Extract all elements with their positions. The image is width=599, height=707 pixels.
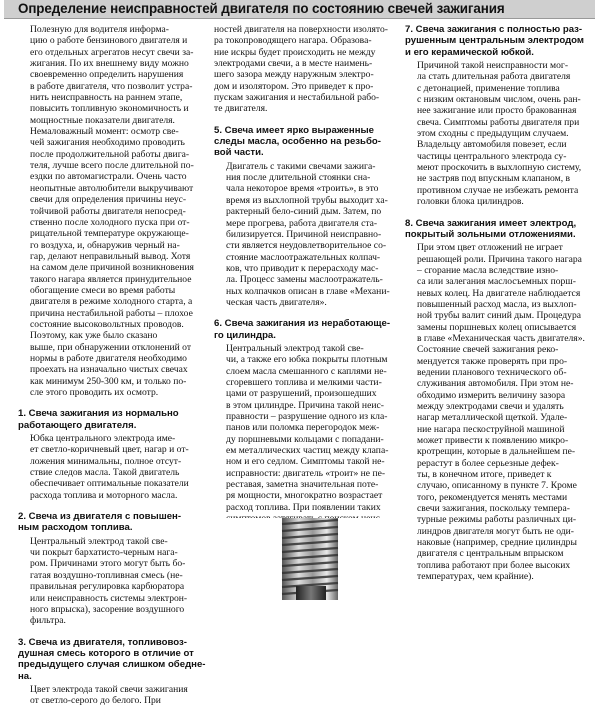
text-line: ного впрыска), засорение воздушного (30, 603, 185, 615)
text-line: в этом цилиндре. Причина такой неис- (226, 399, 384, 411)
text-line: чи покрыт бархатисто-черным нага- (30, 547, 178, 559)
section-heading (214, 125, 396, 159)
text-line: ственно после холодного пуска при от- (30, 216, 190, 228)
text-line: гар, делают неправильный вывод. Хотя (30, 250, 191, 262)
text-line: этом сходны с предыдущим случаем. (417, 128, 569, 140)
text-line: расхода топлива и моторного масла. (30, 489, 178, 501)
text-line: температурах, чем крайние). (417, 571, 534, 583)
text-line: чей зажигания необходимо проводить (30, 137, 185, 149)
text-line: обходимо измерить величину зазора (417, 389, 566, 401)
text-line: При этом цвет отложений не играет (417, 242, 563, 254)
text-line: жигания. По их внешнему виду можно (30, 58, 189, 70)
text-line: ние искры будет происходить не между (214, 46, 376, 58)
text-line: ным расходом топлива. (18, 522, 133, 534)
text-line: ром. Причинами этого могут быть бо- (30, 558, 186, 570)
text-line: исправности: двигатель «троит» не пе- (226, 467, 386, 479)
text-line: двигателя в режиме холодного старта, а (30, 296, 193, 308)
section-heading (405, 24, 589, 58)
text-line: расход топлива. При появлении таких (226, 501, 381, 513)
text-line: Двигатель с такими свечами зажига- (226, 160, 376, 172)
column-2 (214, 24, 396, 593)
text-line: ложения минимальны, полное отсут- (30, 455, 182, 467)
text-line: обеспечивает оптимальные показатели (30, 478, 189, 490)
text-line: 8. Свеча зажигания имеет электрод, (405, 217, 577, 229)
text-line: с низким октановым числом, очень ран- (417, 94, 581, 106)
text-line: работающего двигателя. (18, 419, 137, 431)
text-line: Центральный электрод такой све- (226, 342, 364, 354)
text-line: случаю, описанному в пункте 7. Кроме (417, 480, 577, 492)
text-line: 5. Свеча имеет ярко выраженные (214, 124, 375, 136)
text-line: панов или поломка перегородок меж- (226, 422, 380, 434)
text-line: правности – разрушение одного из кла- (226, 411, 388, 422)
text-line: турные режимы работы различных ци- (417, 514, 577, 526)
text-line: невых колец. На двигателе наблюдается (417, 287, 581, 299)
text-line: ностей двигателя на поверхности изолято- (214, 24, 388, 35)
text-line: того, рекомендуется менять местами (417, 491, 568, 503)
paragraph (18, 24, 202, 126)
text-line: и его керамической юбкой. (405, 46, 534, 58)
paragraph (405, 242, 589, 344)
text-line: 1. Свеча зажигания из нормально (18, 408, 179, 420)
text-line: те двигателя. (214, 103, 268, 115)
text-line: Состояние свечей зажигания реко- (417, 344, 559, 356)
text-line: служивания автомобиля. При этом не- (417, 378, 574, 390)
text-line: сти является неудовлетворительное со- (226, 240, 387, 252)
text-line: Цвет электрода такой свечи зажигания (30, 683, 188, 695)
text-line: 6. Свеча зажигания из неработающе- (214, 318, 391, 330)
text-line: теля, лучше всего после длительной по- (30, 160, 194, 172)
text-line: ческая часть двигателя». (226, 296, 327, 308)
paragraph (18, 433, 202, 501)
text-line: его отдельных агрегатов несут свечи за- (30, 46, 194, 58)
text-line: решающей роли. Причина такого нагара (417, 253, 582, 265)
text-line: Полезную для водителя информа- (30, 24, 169, 35)
text-line: как минимум 250-300 км, и только по- (30, 375, 187, 387)
text-line: частицы центрального электрода су- (417, 150, 567, 162)
text-line: рушенным центральным электродом (405, 35, 584, 47)
text-line: Центральный электрод такой све- (30, 535, 168, 547)
text-line: электродами свечи, а в месте наимень- (214, 58, 373, 70)
text-line: в главе «Механическая часть двигателя». (417, 332, 585, 344)
text-line: Немаловажный момент: осмотр све- (30, 126, 179, 138)
paragraph (18, 330, 202, 398)
paragraph (405, 60, 589, 207)
text-line: ных колпачков описан в главе «Механи- (226, 285, 390, 297)
text-line: противном случае не избежать ремонта (417, 184, 579, 196)
text-line: от светло-серого до белого. При (30, 695, 161, 707)
text-line: своевременно определить нарушения (30, 69, 184, 81)
text-line: чи, а также его юбка покрыты плотным (226, 354, 388, 366)
text-line: может привести к появлению микро- (417, 435, 569, 447)
text-line: предыдущего случая слишком обедне- (18, 659, 206, 671)
text-line: рицательной температуре окружающе- (30, 228, 189, 240)
text-line: Владельцу автомобиля повезет, если (417, 139, 567, 151)
text-line: – сгорание масла вследствие изно- (417, 264, 559, 276)
text-line: ла стать длительная работа двигателя (417, 71, 571, 83)
text-line: 7. Свеча зажигания с полностью раз- (405, 24, 583, 35)
text-line: ния после длительной стоянки сна- (226, 172, 371, 184)
text-line: после продолжительной работы двига- (30, 148, 190, 160)
text-line: рактерный бело-синий дым. Затем, по (226, 206, 382, 218)
text-line: ствие следов масла. Такой двигатель (30, 467, 180, 479)
text-line: обогащение смеси во время работы (30, 284, 176, 296)
text-line: Поэтому, как уже было сказано (30, 330, 158, 342)
text-line: неопытные автолюбители выкручивают (30, 182, 194, 194)
paragraph (18, 684, 202, 707)
text-line: такого нагара является принудительное (30, 273, 192, 285)
text-line: душная смесь которого в отличие от (18, 647, 194, 659)
text-line: ном и его седлом. Симптомы такой не- (226, 456, 385, 468)
text-line: кротрещин, которые в дальнейшем пе- (417, 446, 576, 458)
text-line: правильная регулировка карбюратора (30, 581, 185, 593)
page-title: Определение неисправностей двигателя по состоянию свечей зажигания (18, 1, 505, 16)
text-line: повысить топливную экономичность и (30, 103, 189, 115)
text-line: ря мощности, многократно возрастает (226, 490, 383, 502)
title-bar (4, 0, 595, 19)
text-line: выше, при обнаружении отклонений от (30, 341, 192, 353)
text-line: на самом деле причиной возникновения (30, 262, 194, 274)
text-line: фильтра. (30, 615, 66, 627)
section-heading (18, 511, 202, 534)
paragraph (18, 536, 202, 627)
column-3 (405, 24, 589, 583)
spark-plug-photo (212, 518, 402, 600)
text-line: ла. Процесс замены маслоотражатель- (226, 274, 383, 286)
text-line: не застряв под впускным клапаном, в (417, 173, 571, 185)
text-line: ты, в конечном итоге, приведет к (417, 469, 552, 481)
text-line: ет светло-коричневый цвет, нагар и от- (30, 444, 189, 456)
text-line: цами от разрушений, произошедших (226, 388, 377, 400)
text-line: са или залегания маслосъемных порш- (417, 276, 576, 288)
text-line: или неисправность системы электрон- (30, 592, 188, 604)
text-line: чала некоторое время «троить», в это (226, 183, 379, 195)
text-line: билизируется. Причиной неисправно- (226, 228, 382, 240)
text-line: нормы в работе двигателя необходимо (30, 352, 187, 364)
text-line: ние нагара пескоструйной машиной (417, 423, 565, 435)
text-line: го воздуха, и, обнаружив черный на- (30, 239, 180, 251)
paragraph (214, 24, 396, 115)
text-line: шего зазора между наружным электро- (214, 69, 374, 81)
text-line: ра токопроводящего нагара. Образова- (214, 35, 372, 47)
text-line: ной трубы валит синий дым. Процедура (417, 310, 582, 322)
text-line: свеча. Симптомы работы двигателя при (417, 116, 580, 128)
text-line: слоем масла смешанного с каплями не- (226, 365, 387, 377)
text-line: мере прогрева, работа двигателя ста- (226, 217, 378, 229)
text-line: двигателя с центральным впрыском (417, 548, 564, 560)
text-line: ем металлических частиц между клапа- (226, 445, 389, 457)
text-line: дом и изолятором. Это приведет к про- (214, 80, 374, 92)
text-line: 3. Свеча из двигателя, топливовоз- (18, 636, 187, 648)
text-line: свечи для определения причины неус- (30, 194, 187, 206)
paragraph (405, 344, 589, 582)
column-1 (18, 24, 206, 707)
text-line: цию о работе бензинового двигателя и (30, 35, 188, 47)
text-line: ездки по автомагистрали. Очень часто (30, 171, 187, 183)
text-line: состояние высоковольтных проводов. (30, 318, 184, 330)
text-line: на. (18, 670, 32, 682)
section-heading (18, 408, 202, 431)
text-line: вой части. (214, 147, 264, 159)
text-line: причина нестабильной работы – плохое (30, 307, 193, 319)
paragraph (214, 161, 396, 308)
text-line: Юбка центрального электрода име- (30, 433, 176, 445)
section-heading (405, 218, 589, 241)
text-line: тойчивой работы двигателя непосред- (30, 205, 186, 217)
text-line: го цилиндра. (214, 329, 276, 341)
spark-plug-illustration (212, 518, 402, 600)
text-line: топлива работают при более высоких (417, 559, 571, 571)
text-line: время из выхлопной трубы выходит ха- (226, 194, 388, 206)
text-line: 2. Свеча из двигателя с повышен- (18, 511, 182, 523)
text-line: мощностные показатели двигателя. (30, 114, 175, 126)
text-line: нить неисправность на раннем этапе, (30, 92, 183, 104)
text-line: свечи зажигания, поскольку темпера- (417, 503, 570, 515)
text-line: в работе двигателя, что позволит устра- (30, 80, 193, 92)
text-line: рерастут в более серьезные дефек- (417, 457, 559, 469)
text-line: между электродами свечи и удалять (417, 401, 564, 412)
text-line: Причиной такой неисправности мог- (417, 60, 569, 72)
text-line: стояние маслоотражательных колпач- (226, 251, 381, 263)
text-line: замены поршневых колец описывается (417, 321, 577, 333)
text-line: ведении планового технического об- (417, 366, 567, 378)
text-line: линдров двигателя могут быть не оди- (417, 525, 575, 537)
text-line: пускам зажигания и нестабильной рабо- (214, 92, 380, 104)
text-line: ду поршневыми кольцами с попадани- (226, 433, 384, 445)
text-line: нее зажигание или просто бракованная (417, 105, 577, 117)
paragraph (18, 126, 202, 330)
text-line: проехать на изначально чистых свечах (30, 364, 188, 376)
text-line: следы масла, особенно на резьбо- (214, 136, 381, 148)
text-line: мендуется также проверять при про- (417, 355, 568, 367)
text-line: сгоревшего топлива и мелкими части- (226, 376, 382, 388)
text-line: ков, что приводит к перерасходу мас- (226, 262, 379, 274)
text-line: с детонацией, применение топлива (417, 82, 560, 94)
text-line: меют проскочить в выхлопную систему, (417, 162, 582, 174)
text-line: покрытый зольными отложениями. (405, 228, 576, 240)
text-line: реставая, заметна значительная поте- (226, 479, 379, 491)
section-heading (214, 318, 396, 341)
text-line: гатая воздушно-топливная смесь (не- (30, 569, 183, 581)
text-line: повышенный расход масла, из выхлоп- (417, 298, 577, 310)
text-line: головки блока цилиндров. (417, 196, 524, 208)
text-line: нагар металлической щеткой. Удале- (417, 412, 568, 424)
text-line: сле этого проводить их осмотр. (30, 387, 159, 398)
section-heading (18, 636, 206, 682)
text-line: наковые (например, средние цилиндры (417, 537, 577, 549)
